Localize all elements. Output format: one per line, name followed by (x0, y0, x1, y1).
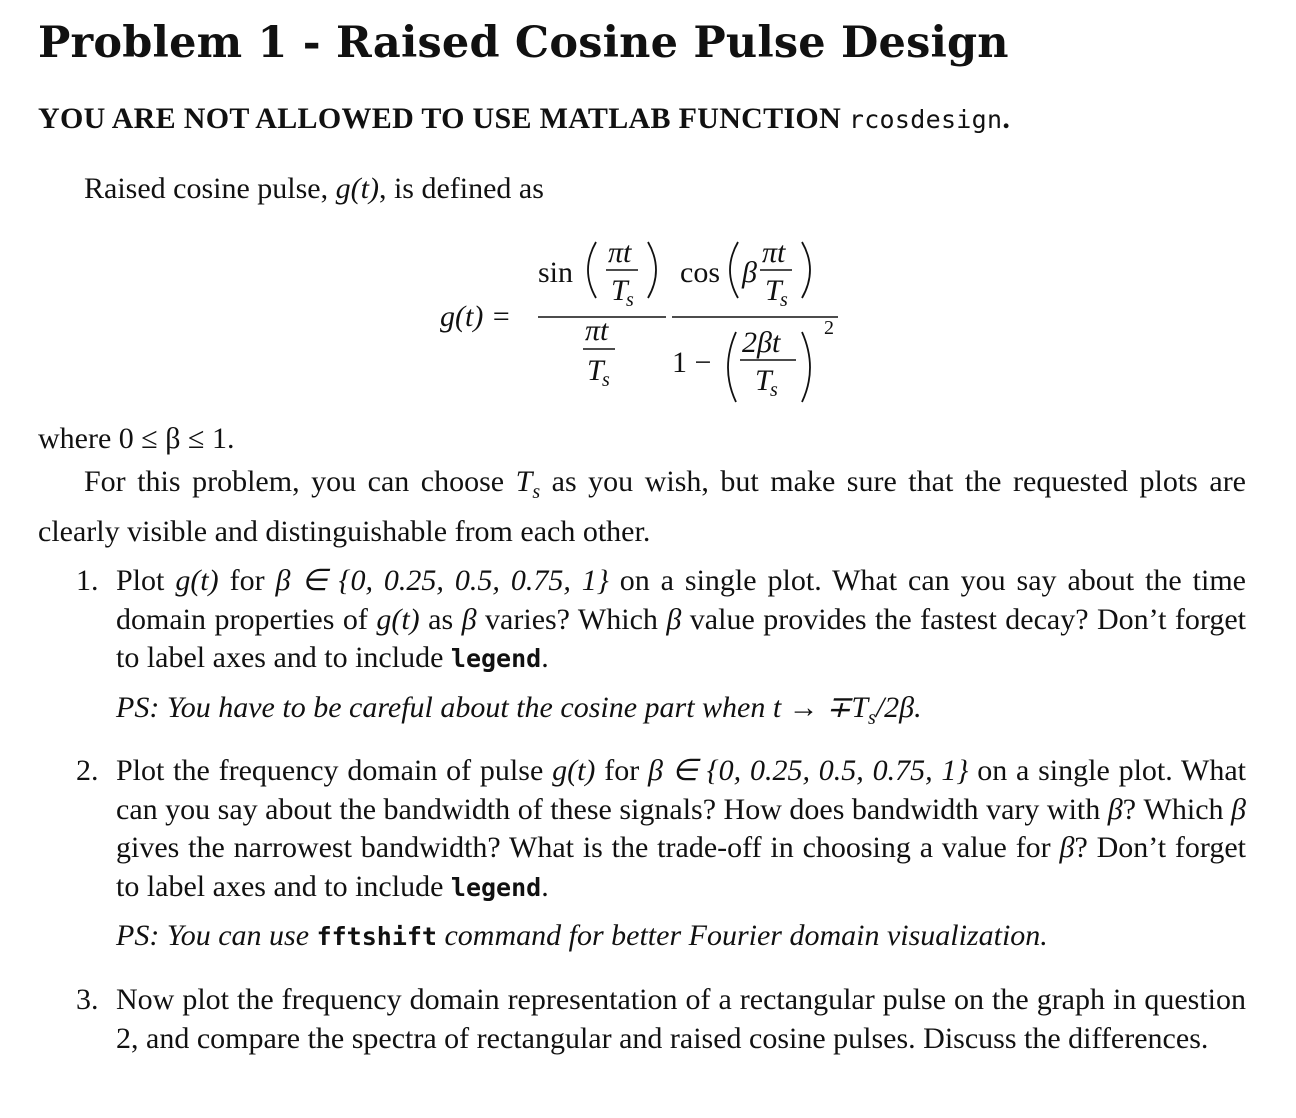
item-1-text: Plot g(t) for β ∈ {0, 0.25, 0.5, 0.75, 1} on a single plot. What can you say about the time domain properties of g(t) as β varies? Which β value provides the fastest decay? Don’t forget to label axes and to include legend. (116, 564, 1247, 674)
paren-left-cos (730, 242, 738, 298)
code-legend: legend (450, 872, 542, 902)
list-item-1 (76, 562, 1246, 737)
restriction-text: YOU ARE NOT ALLOWED TO USE MATLAB FUNCTION (38, 102, 842, 135)
exponent: 2 (824, 317, 834, 339)
beta-range: where 0 ≤ β ≤ 1. (38, 422, 235, 455)
item-number: 1. (76, 564, 99, 597)
item-number: 3. (76, 983, 99, 1016)
intro-text: Raised cosine pulse, (84, 172, 336, 205)
code-legend: legend (450, 644, 542, 673)
list-item-3 (76, 981, 1246, 1058)
para-text-a: For this problem, you can choose (84, 465, 516, 498)
paren-left-sin (588, 242, 596, 298)
den2-Ts: T (755, 364, 772, 397)
page-title: Problem 1 - Raised Cosine Pulse Design (38, 18, 1009, 68)
sin-pi-t: πt (608, 236, 632, 269)
sin-Ts-sub: s (626, 289, 634, 311)
restricted-function-name: rcosdesign (848, 105, 1003, 134)
formula-lhs: g(t) = (440, 300, 512, 333)
para-var: T (515, 465, 533, 498)
den2-Ts-sub: s (770, 379, 778, 401)
raised-cosine-formula (420, 226, 860, 410)
cos-Ts-sub: s (780, 289, 788, 311)
restriction-notice (38, 102, 1010, 136)
para-text-b: as you wish, but make sure that the requested plots are clearly visible and distinguishable from each other. (38, 465, 1246, 548)
paren-right-cos (802, 242, 810, 298)
den-Ts: T (587, 354, 604, 387)
definition-intro (84, 172, 544, 206)
item-2-note: PS: You can use fftshift command for better Fourier domain visualization. (116, 919, 1048, 952)
item-3-text: Now plot the frequency domain representation of a rectangular pulse on the graph in question 2, and compare the spectra of rectangular and raised cosine pulses. Discuss the differences. (116, 983, 1246, 1055)
cos-beta: β (742, 256, 757, 289)
cos-Ts: T (765, 274, 782, 307)
code-fftshift: fftshift (316, 922, 437, 951)
list-item-2 (76, 752, 1246, 957)
cos-pi-t: πt (762, 236, 786, 269)
cos-label: cos (680, 256, 720, 289)
item-1-note: PS: You have to be careful about the cosine part when $t \to \mp T_s/2\beta$. (116, 690, 922, 729)
den-pi-t: πt (585, 314, 609, 347)
instructions-paragraph (38, 462, 1246, 551)
restriction-period: . (1002, 102, 1011, 135)
intro-variable: g(t) (335, 172, 379, 205)
intro-text-end: , is defined as (378, 172, 544, 205)
den-Ts-sub: s (602, 369, 610, 391)
sin-label: sin (538, 256, 574, 289)
den-2-beta-t: 2βt (742, 326, 781, 359)
paren-right-sin (648, 242, 656, 298)
item-number: 2. (76, 754, 99, 787)
paren-right-den (802, 332, 810, 402)
item-2-text: Plot the frequency domain of pulse g(t) for β ∈ {0, 0.25, 0.5, 0.75, 1} on a single plot. What can you say about the bandwidth of these signals? How does bandwidth vary with β? Which β gives the narrowest bandwidth? What is the trade-off in choosing a value for β? Don’t forget to label axes and to include legend. (116, 754, 1247, 903)
sin-Ts: T (611, 274, 628, 307)
para-sub: s (532, 481, 541, 503)
paren-left-den (728, 332, 736, 402)
one-minus: 1 − (672, 346, 712, 379)
